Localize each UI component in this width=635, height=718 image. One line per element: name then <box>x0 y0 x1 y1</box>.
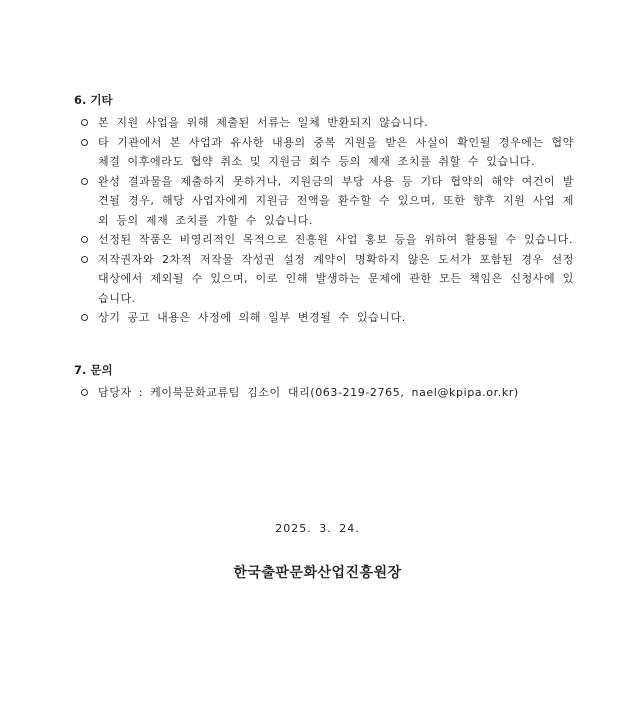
list-item <box>74 250 574 309</box>
circle-bullet-icon <box>81 256 88 263</box>
list-item <box>74 230 574 250</box>
item-text: 상기 공고 내용은 사정에 의해 일부 변경될 수 있습니다. <box>98 311 406 324</box>
list-item <box>74 172 574 231</box>
item-list <box>74 383 574 403</box>
item-text: 담당자 : 케이북문화교류팀 김소이 대리(063-219-2765, nael@kpipa.or.kr) <box>98 386 519 399</box>
item-text: 선정된 작품은 비영리적인 목적으로 진흥원 사업 홍보 등을 위하여 활용될 수 있습니다. <box>98 233 574 246</box>
circle-bullet-icon <box>81 119 88 126</box>
section-heading: 7. 문의 <box>74 363 113 377</box>
item-text: 저작권자와 2차적 저작물 작성권 설정 계약이 명확하지 않은 도서가 포함된 경우 선정 대상에서 제외될 수 있으며, 이로 인해 발생하는 문제에 관한 모든 책임은 신청사에 있습니다. <box>98 252 574 305</box>
item-text: 본 지원 사업을 위해 제출된 서류는 일체 반환되지 않습니다. <box>98 116 429 129</box>
circle-bullet-icon <box>81 314 88 321</box>
list-item <box>74 383 574 403</box>
list-item <box>74 113 574 133</box>
circle-bullet-icon <box>81 139 88 146</box>
section-inquiry <box>74 361 574 403</box>
item-text: 완성 결과물을 제출하지 못하거나, 지원금의 부당 사용 등 기타 협약의 해약 여건이 발견될 경우, 해당 사업자에게 지원금 전액을 환수할 수 있으며, 또한 향후 지원 사업 제외 등의 제재 조치를 가할 수 있습니다. <box>98 174 574 227</box>
section-heading: 6. 기타 <box>74 93 113 107</box>
section-others <box>74 91 574 328</box>
issuing-organization: 한국출판문화산업진흥원장 <box>233 565 402 581</box>
list-item <box>74 308 574 328</box>
circle-bullet-icon <box>81 389 88 396</box>
item-list <box>74 113 574 328</box>
list-item <box>74 133 574 172</box>
notice-date: 2025. 3. 24. <box>275 522 360 535</box>
circle-bullet-icon <box>81 236 88 243</box>
circle-bullet-icon <box>81 178 88 185</box>
item-text: 타 기관에서 본 사업과 유사한 내용의 중복 지원을 받은 사실이 확인될 경우에는 협약체결 이후에라도 협약 취소 및 지원금 회수 등의 제재 조치를 취할 수 있습니다. <box>98 135 574 168</box>
